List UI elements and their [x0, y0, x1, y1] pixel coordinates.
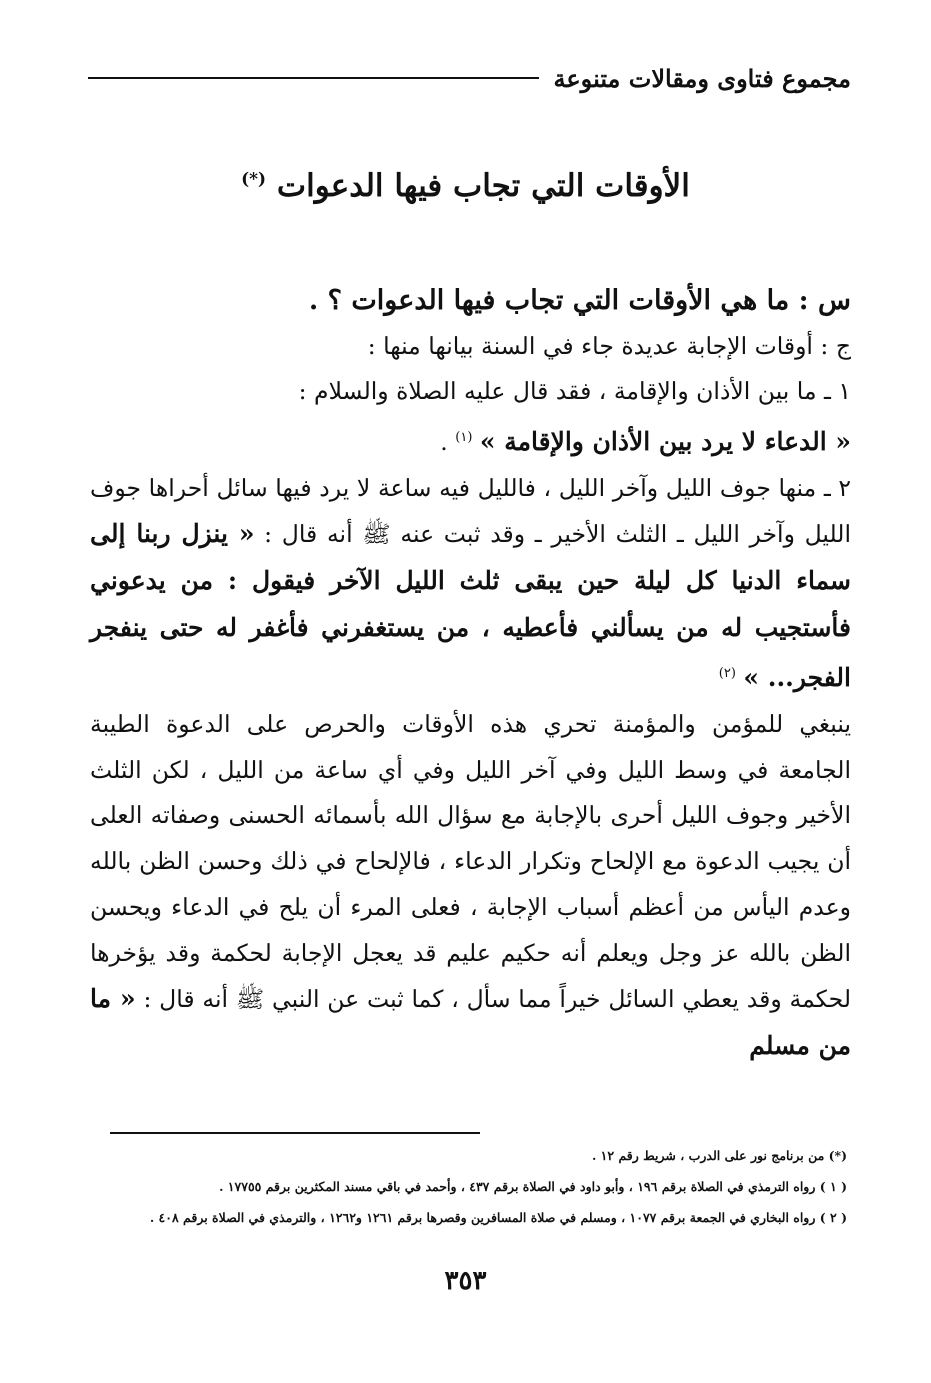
- hadith-2: « ينزل ربنا إلى سماء الدنيا كل ليلة حين يبقى ثلث الليل الآخر فيقول : من يدعوني فأستجيب له من يسألني فأعطيه ، من يستغفرني فأغفر له حتى ينفجر الفجر... »: [90, 519, 851, 693]
- page-number: ٣٥٣: [444, 1266, 487, 1296]
- running-header: [88, 58, 851, 98]
- article-body: [90, 278, 851, 1070]
- running-title: مجموع فتاوى ومقالات متنوعة: [553, 63, 851, 93]
- footnote-1: ( ١ ) رواه الترمذي في الصلاة برقم ١٩٦ ، وأبو داود في الصلاة برقم ٤٣٧ ، وأحمد في باقي مسند المكثرين برقم ١٧٧٥٥ .: [219, 1179, 847, 1194]
- hadith-3-start: « ما من مسلم: [90, 984, 851, 1060]
- footnotes: [100, 1140, 847, 1233]
- footnote-rule: [110, 1132, 480, 1134]
- footnote-ref-1: (١): [455, 430, 473, 446]
- hadith-1: « الدعاء لا يرد بين الأذان والإقامة »: [479, 426, 851, 456]
- answer-item-2-text: ٢ ـ منها جوف الليل وآخر الليل ، فالليل فيه ساعة لا يرد فيها سائل أحراها جوف الليل وآخر الليل ـ الثلث الأخير ـ وقد ثبت عنه ﷺ أنه قال :: [90, 473, 851, 549]
- commentary-paragraph: [90, 702, 851, 1070]
- title-footnote-marker: (*): [241, 169, 267, 190]
- question-line: س : ما هي الأوقات التي تجاب فيها الدعوات ؟ .: [308, 285, 851, 316]
- article-title-text: الأوقات التي تجاب فيها الدعوات: [276, 168, 690, 204]
- footnote-2: ( ٢ ) رواه البخاري في الجمعة برقم ١٠٧٧ ، ومسلم في صلاة المسافرين وقصرها برقم ١٢٦١ و١٢٦٢ ، والترمذي في الصلاة برقم ٤٠٨ .: [149, 1210, 847, 1225]
- footnote-star: (*) من برنامج نور على الدرب ، شريط رقم ١٢ .: [591, 1148, 847, 1163]
- answer-intro: ج : أوقات الإجابة عديدة جاء في السنة بيانها منها :: [367, 331, 851, 360]
- footnote-ref-2: (٢): [718, 666, 736, 682]
- article-title: [80, 168, 851, 204]
- answer-item-1: ١ ـ ما بين الأذان والإقامة ، فقد قال عليه الصلاة والسلام :: [298, 377, 851, 406]
- header-rule: [88, 77, 539, 79]
- commentary-text: ينبغي للمؤمن والمؤمنة تحري هذه الأوقات والحرص على الدعوة الطيبة الجامعة في وسط الليل وفي آخر الليل وفي أي ساعة من الليل ، لكن الثلث الأخير وجوف الليل أحرى بالإجابة مع سؤال الله بأسمائه الحسنى وصفاته العلى أن يجيب الدعوة مع الإلحاح وتكرار الدعاء ، فالإلحاح في ذلك وحسن الظن بالله وعدم اليأس من أعظم أسباب الإجابة ، فعلى المرء أن يلح في الدعاء ويحسن الظن بالله عز وجل ويعلم أنه حكيم عليم قد يعجل الإجابة لحكمة وقد يؤخرها لحكمة وقد يعطي السائل خيراً مما سأل ، كما ثبت عن النبي ﷺ أنه قال :: [90, 709, 851, 1014]
- hadith-1-line: [90, 415, 851, 466]
- hadith-1-end: .: [440, 427, 448, 456]
- answer-item-2: [90, 466, 851, 702]
